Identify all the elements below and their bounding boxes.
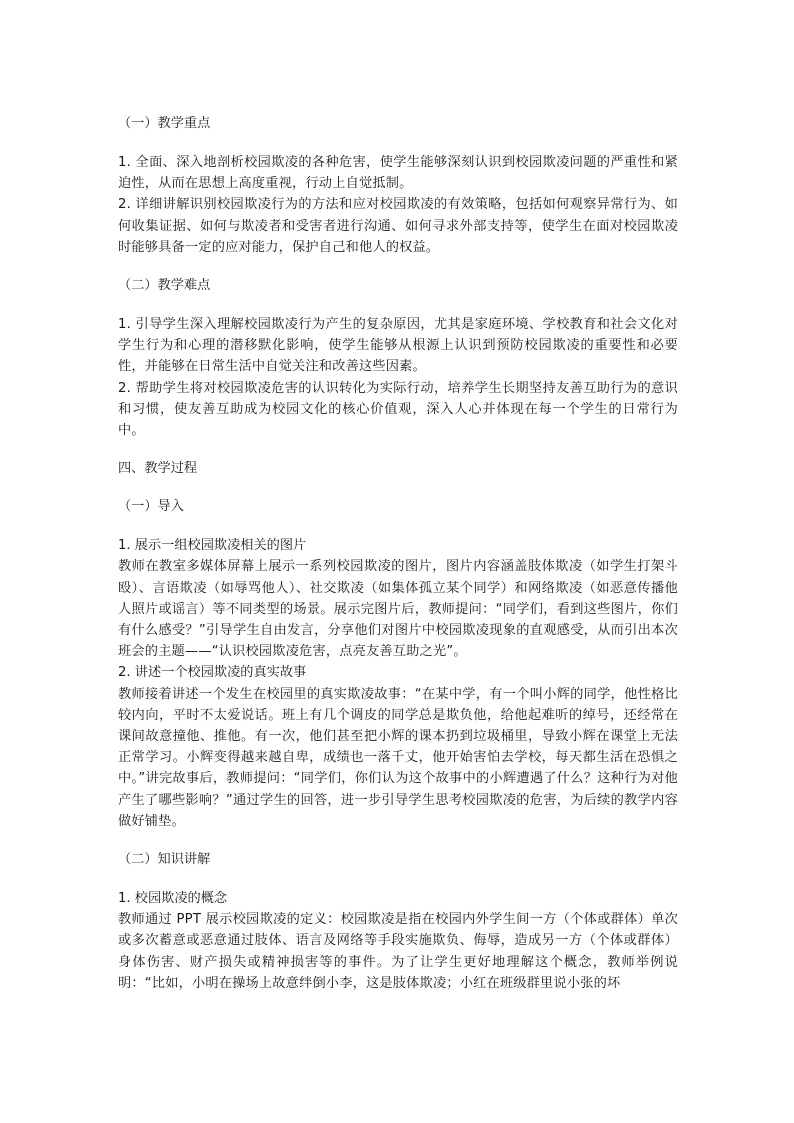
document-page xyxy=(118,114,678,994)
difficulty-item: 1. 引导学生深入理解校园欺凌行为产生的复杂原因，尤其是家庭环境、学校教育和社会文化对学生行为和心理的潜移默化影响，使学生能够从根源上认识到预防校园欺凌的重要性和必要性，并能够在日常生活中自觉关注和改善这些因素。 xyxy=(118,317,678,375)
section-heading: （二）教学难点 xyxy=(118,278,211,294)
subsection-body: 教师通过 PPT 展示校园欺凌的定义：校园欺凌是指在校园内外学生间一方（个体或群体）单次或多次蓄意或恶意通过肢体、语言及网络等手段实施欺负、侮辱，造成另一方（个体或群体）身体伤害、财产损失或精神损害等的事件。为了让学生更好地理解这个概念，教师举例说明：“比如，小明在操场上故意绊倒小李，这是肢体欺凌；小红在班级群里说小张的坏 xyxy=(118,912,678,991)
section-heading: （一）导入 xyxy=(118,499,184,515)
knowledge-content xyxy=(118,888,678,994)
subsection-body: 教师在教室多媒体屏幕上展示一系列校园欺凌的图片，图片内容涵盖肢体欺凌（如学生打架斗殴）、言语欺凌（如辱骂他人）、社交欺凌（如集体孤立某个同学）和网络欺凌（如恶意传播他人照片或谣言）等不同类型的场景。展示完图片后，教师提问：“同学们，看到这些图片，你们有什么感受？”引导学生自由发言，分享他们对图片中校园欺凌现象的直观感受，从而引出本次班会的主题——“认识校园欺凌危害，点亮友善互助之光”。 xyxy=(118,559,678,660)
section-key-points xyxy=(118,114,678,258)
subsection-title: 1. 校园欺凌的概念 xyxy=(118,891,228,907)
difficulties-list xyxy=(118,314,678,441)
intro-content xyxy=(118,535,678,832)
key-point-item: 2. 详细讲解识别校园欺凌行为的方法和应对校园欺凌的有效策略，包括如何观察异常行为、如何收集证据、如何与欺凌者和受害者进行沟通、如何寻求外部支持等，使学生在面对校园欺凌时能够具备一定的应对能力，保护自己和他人的权益。 xyxy=(118,197,678,255)
section-intro xyxy=(118,497,678,832)
subsection-title: 2. 讲述一个校园欺凌的真实故事 xyxy=(118,665,307,681)
subsection-body: 教师接着讲述一个发生在校园里的真实欺凌故事：“在某中学，有一个叫小辉的同学，他性格比较内向，平时不太爱说话。班上有几个调皮的同学总是欺负他，给他起难听的绰号，还经常在课间故意撞他、推他。有一次，他们甚至把小辉的课本扔到垃圾桶里，导致小辉在课堂上无法正常学习。小辉变得越来越自卑，成绩也一落千丈，他开始害怕去学校，每天都生活在恐惧之中。”讲完故事后，教师提问：“同学们，你们认为这个故事中的小辉遭遇了什么？这种行为对他产生了哪些影响？”通过学生的回答，进一步引导学生思考校园欺凌的危害，为后续的教学内容做好铺垫。 xyxy=(118,686,678,829)
subsection-title: 1. 展示一组校园欺凌相关的图片 xyxy=(118,538,307,554)
part-heading: 四、教学过程 xyxy=(118,461,198,477)
section-knowledge xyxy=(118,850,678,994)
section-heading: （一）教学重点 xyxy=(118,116,211,131)
section-difficulties xyxy=(118,276,678,441)
section-heading: （二）知识讲解 xyxy=(118,852,211,868)
key-point-item: 1. 全面、深入地剖析校园欺凌的各种危害，使学生能够深刻认识到校园欺凌问题的严重性和紧迫性，从而在思想上高度重视，行动上自觉抵制。 xyxy=(118,155,678,192)
key-points-list xyxy=(118,152,678,258)
difficulty-item: 2. 帮助学生将对校园欺凌危害的认识转化为实际行动，培养学生长期坚持友善互助行为的意识和习惯，使友善互助成为校园文化的核心价值观，深入人心并体现在每一个学生的日常行为中。 xyxy=(118,380,678,439)
